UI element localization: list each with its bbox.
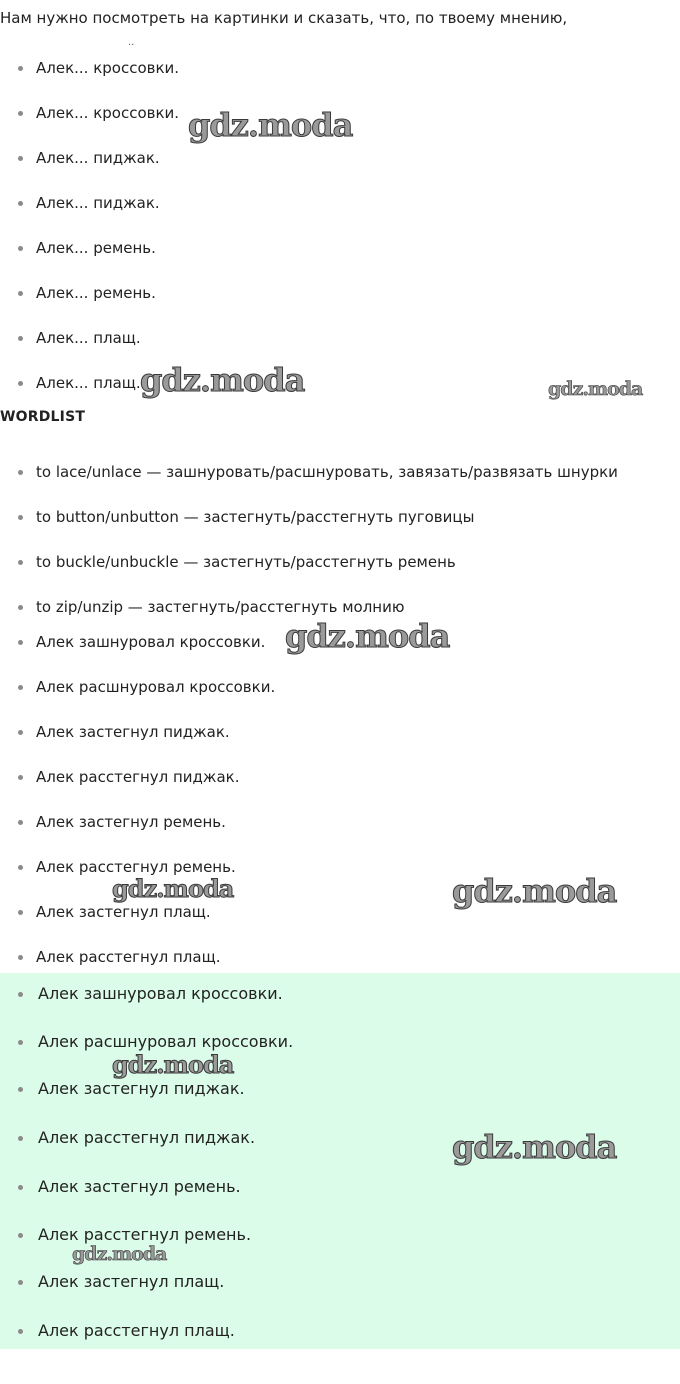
bullet-icon bbox=[18, 1136, 23, 1141]
bullet-icon bbox=[18, 470, 23, 475]
watermark-logo: gdz.moda bbox=[112, 1050, 234, 1079]
intro-text: Нам нужно посмотреть на картинки и сказать, что, по твоему мнению, bbox=[0, 9, 568, 27]
bullet-icon bbox=[18, 605, 23, 610]
bullet-icon bbox=[18, 291, 23, 296]
bullet-icon bbox=[18, 1329, 23, 1334]
bullet-icon bbox=[18, 201, 23, 206]
bullet-icon bbox=[18, 685, 23, 690]
bullet-icon bbox=[18, 1280, 23, 1285]
bullet-icon bbox=[18, 820, 23, 825]
bullet-icon bbox=[18, 640, 23, 645]
bullet-icon bbox=[18, 1185, 23, 1190]
bullet-icon bbox=[18, 381, 23, 386]
watermark-logo: gdz.moda bbox=[285, 617, 450, 655]
intro-dots: .. bbox=[128, 37, 135, 48]
bullet-icon bbox=[18, 246, 23, 251]
page: Нам нужно посмотреть на картинки и сказать, что, по твоему мнению, .. Алек... кроссовки. Алек... кроссовки. Алек... пиджак. Алек... пиджак. Алек... ремень. Алек... ремень. Алек... плащ. Алек... плащ. WORDLIST to lace/unlace — зашнуровать/расшнуровать, завязать/развязать шнурки to button/unbutton — застегнуть/расстегнуть пуговицы to buckle/unbuckle — застегнуть/расстегнуть ремень to zip/unzip — застегнуть/расстегнуть молнию Алек зашнуровал кроссовки. Алек расшнуровал кроссовки. Алек застегнул пиджак. Алек расстегнул пиджак. Алек застегнул ремень. Алек расстегнул ремень. Алек застегнул плащ. Алек расстегнул плащ. Алек зашнуровал кроссовки. Алек расшнуровал кроссовки. Алек застегнул пиджак. Алек расстегнул пиджак. Алек застегнул ремень. Алек расстегнул ремень. Алек застегнул плащ. Алек расстегнул плащ. gdz.moda gdz.moda gdz.moda gdz.moda gdz.moda gdz.moda gdz.moda gdz.moda gdz.moda bbox=[0, 0, 680, 1384]
bullet-icon bbox=[18, 111, 23, 116]
bullet-icon bbox=[18, 336, 23, 341]
watermark-logo: gdz.moda bbox=[452, 1128, 617, 1166]
watermark-logo: gdz.moda bbox=[452, 872, 617, 910]
bullet-icon bbox=[18, 1233, 23, 1238]
wordlist-heading: WORDLIST bbox=[0, 409, 86, 425]
bullet-icon bbox=[18, 66, 23, 71]
bullet-icon bbox=[18, 955, 23, 960]
bullet-icon bbox=[18, 515, 23, 520]
bullet-icon bbox=[18, 910, 23, 915]
watermark-logo: gdz.moda bbox=[188, 106, 353, 144]
bullet-icon bbox=[18, 865, 23, 870]
watermark-logo: gdz.moda bbox=[112, 874, 234, 903]
bullet-icon bbox=[18, 1087, 23, 1092]
watermark-logo: gdz.moda bbox=[140, 361, 305, 399]
bullet-icon bbox=[18, 992, 23, 997]
watermark-logo: gdz.moda bbox=[72, 1243, 167, 1265]
bullet-icon bbox=[18, 1040, 23, 1045]
bullet-icon bbox=[18, 560, 23, 565]
bullet-icon bbox=[18, 156, 23, 161]
bullet-icon bbox=[18, 730, 23, 735]
watermark-logo: gdz.moda bbox=[548, 378, 643, 400]
highlighted-answer-box: Алек зашнуровал кроссовки. Алек расшнуровал кроссовки. Алек застегнул пиджак. Алек расстегнул пиджак. Алек застегнул ремень. Алек расстегнул ремень. Алек застегнул плащ. Алек расстегнул плащ. bbox=[0, 973, 680, 1349]
bullet-icon bbox=[18, 775, 23, 780]
